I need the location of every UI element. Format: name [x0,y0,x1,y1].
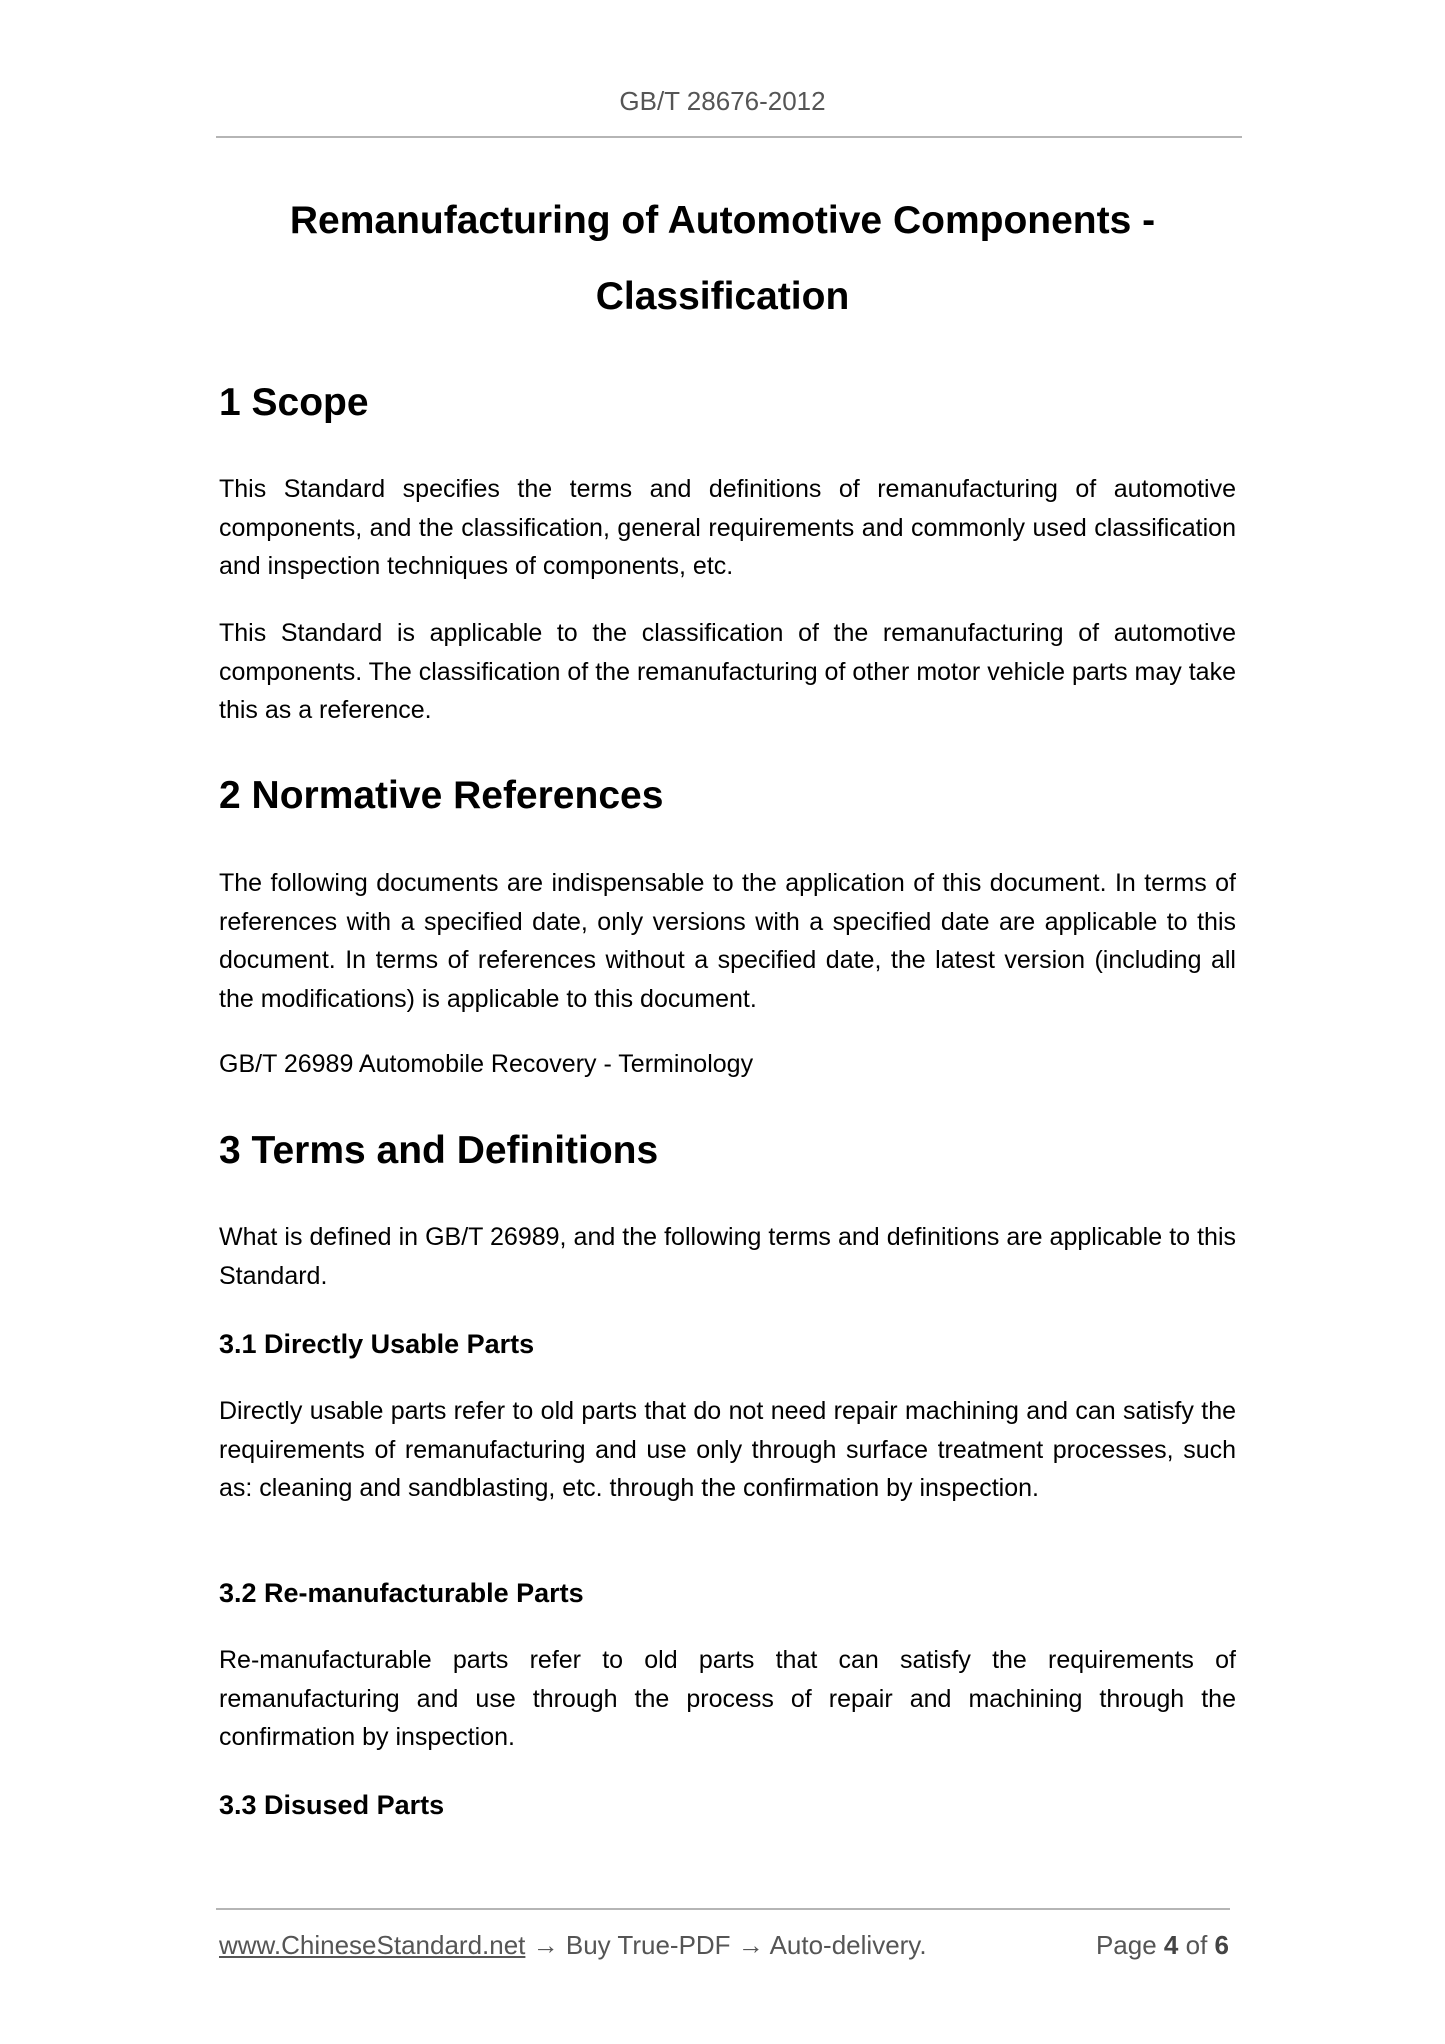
footer-promo-text: → Buy True-PDF → Auto-delivery. [525,1930,927,1960]
page-footer [219,1930,1229,1961]
normative-paragraph: The following documents are indispensable to the application of this document. In terms of references with a specified date, only versions with a specified date are applicable to this document. In terms of references without a specified date, the latest version (including all the modifications) is applicable to this document. [219,869,1236,1013]
document-title [200,183,1245,335]
section-heading-terms: 3 Terms and Definitions [219,1129,659,1172]
scope-paragraph-1: This Standard specifies the terms and definitions of remanufacturing of automotive components, and the classification, general requirements and commonly used classification and inspection techniques of components, etc. [219,475,1236,581]
term-heading-3-1: 3.1 Directly Usable Parts [219,1329,535,1359]
page-indicator [1096,1930,1229,1961]
page-total: 6 [1214,1930,1229,1960]
section-heading-normative-references: 2 Normative References [219,774,664,817]
header-divider [216,136,1242,138]
footer-divider [216,1908,1230,1910]
title-line-2: Classification [595,275,850,318]
normative-reference-item: GB/T 26989 Automobile Recovery - Terminology [219,1050,754,1078]
section-heading-scope: 1 Scope [219,381,369,424]
of-label: of [1185,1930,1208,1960]
document-id-header: GB/T 28676-2012 [619,86,826,116]
term-definition-3-1: Directly usable parts refer to old parts that do not need repair machining and can satisfy the requirements of remanufacturing and use only through surface treatment processes, such as: cleaning and sandblasting, etc. through the confirmation by inspection. [219,1397,1236,1503]
term-definition-3-2: Re-manufacturable parts refer to old parts that can satisfy the requirements of remanufacturing and use through the process of repair and machining through the confirmation by inspection. [219,1646,1236,1752]
term-heading-3-3: 3.3 Disused Parts [219,1790,445,1820]
terms-paragraph: What is defined in GB/T 26989, and the following terms and definitions are applicable to this Standard. [219,1223,1236,1290]
term-heading-3-2: 3.2 Re-manufacturable Parts [219,1578,584,1608]
page-label: Page [1095,1930,1157,1960]
title-line-1: Remanufacturing of Automotive Components - [289,199,1156,242]
chinesestandard-link[interactable]: www.ChineseStandard.net [219,1930,526,1960]
page-number: 4 [1163,1930,1179,1960]
scope-paragraph-2: This Standard is applicable to the classification of the remanufacturing of automotive components. The classification of the remanufacturing of other motor vehicle parts may take this as a reference. [219,619,1236,725]
